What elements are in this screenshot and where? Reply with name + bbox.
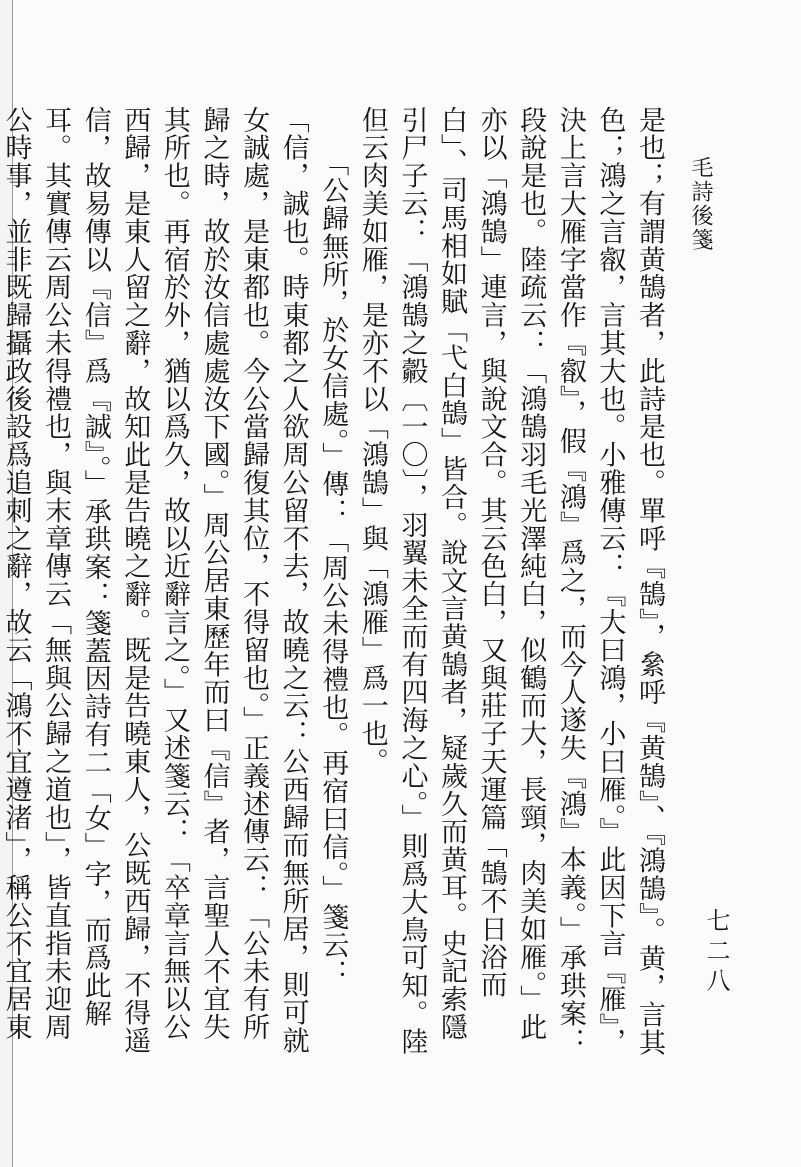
page-number: 七二八 bbox=[702, 908, 730, 998]
paragraph-2: 「公歸無所，於女信處。」傳：「周公未得禮也。再宿曰信。」箋云：「信，誠也。時東都之人欲周公留不去，故曉之云：公西歸而無所居，則可就女誠處，是東都也。今公當歸復其位，不得留也。」正義述傳云：「公未有所歸之時，故於汝信處處汝下國。」周公居東歷年而曰『信』者，言聖人不宜失其所也。再宿於外，猶以爲久，故以近辭言之。」又述箋云：「卒章言無以公西歸，是東人留之辭，故知此是告曉之辭。既是告曉東人，公既西歸，不得遥信，故易傳以『信』爲『誠』。」承珙案：箋蓋因詩有二「女」字，而爲此解耳。其實傳云周公未得禮也，與末章傳云「無與公歸之道也」，皆直指未迎周公時事，並非既歸攝政後設爲追刺之辭，故云「鴻不宜遵渚」，稱公不宜居東 bbox=[0, 106, 349, 1055]
running-head: 毛詩後箋 bbox=[688, 156, 713, 252]
body-text bbox=[0, 106, 669, 1066]
paragraph-1: 是也；有謂黄鵠者，此詩是也。單呼『鵠』，絫呼『黄鵠』、『鴻鵠』。黄，言其色；鴻之言㕡，言其大也。小雅傳云：『大曰鴻，小曰雁。』此因下言『雁』，決上言大雁字當作『㕡』，假『鴻』爲之，而今人遂失『鴻』本義。」承珙案：段說是也。陸疏云：「鴻鵠羽毛光澤純白，似鶴而大，長頸，肉美如雁。」此亦以「鴻鵠」連言，與說文合。其云色白，又與莊子天運篇「鵠不日浴而白」、司馬相如賦「弋白鵠」皆合。說文言黄鵠者，疑歲久而黄耳。史記索隱引尸子云：「鴻鵠之㲉〔一〇〕，羽翼未全而有四海之心。」則爲大鳥可知。陸但云肉美如雁，是亦不以「鴻鵠」與「鴻雁」爲一也。 bbox=[356, 106, 665, 1057]
